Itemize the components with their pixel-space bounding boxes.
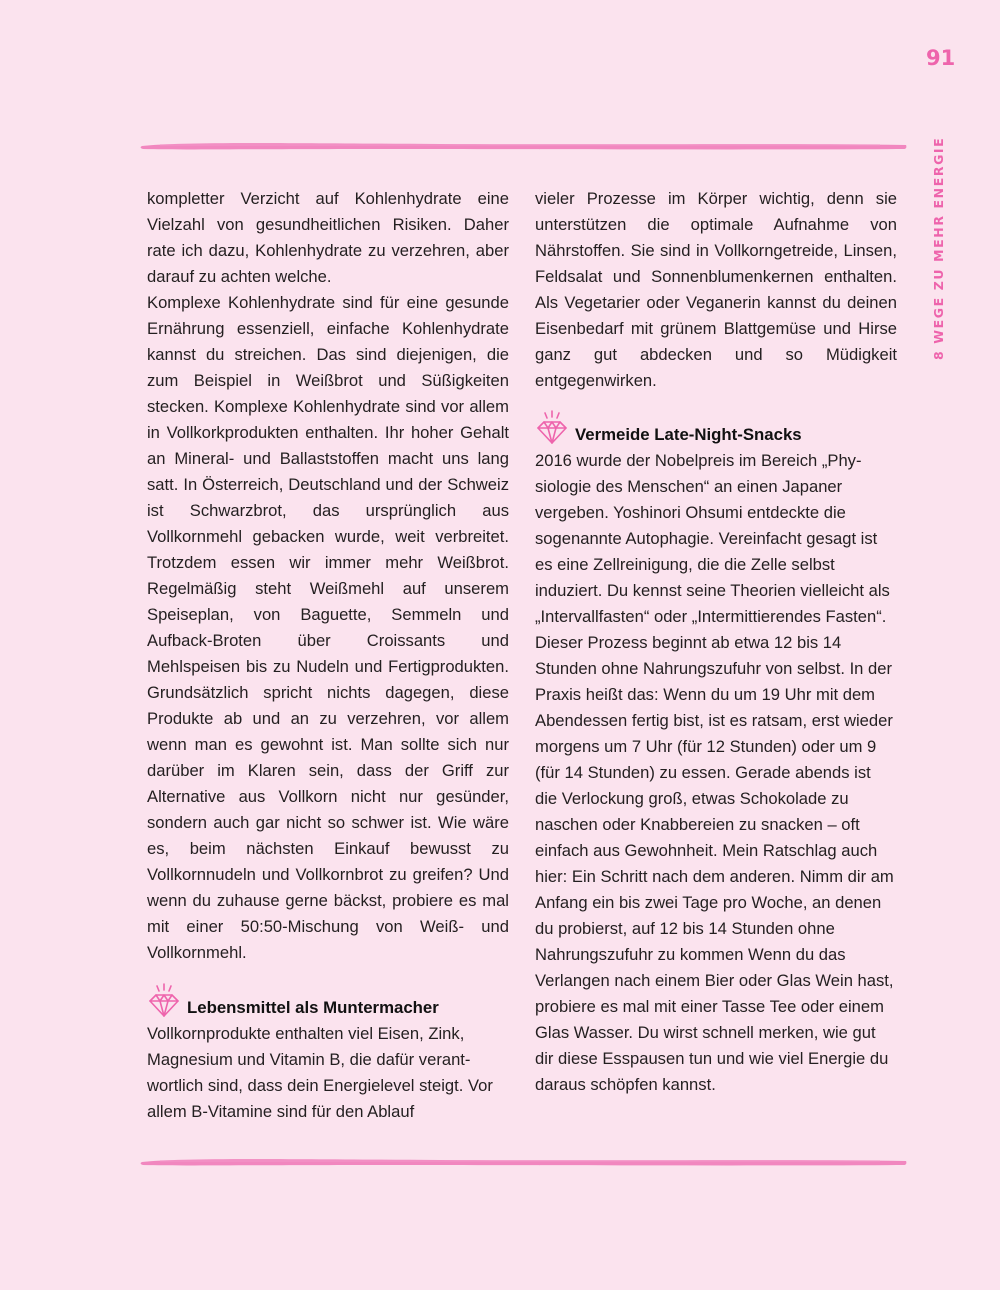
right-column <box>535 186 897 1098</box>
heading-text: Lebensmittel als Muntermacher <box>187 998 439 1017</box>
section-heading-late-night-snacks <box>535 410 897 448</box>
heading-text: Vermeide Late-Night-Snacks <box>575 425 802 444</box>
left-paragraph-1: kompletter Verzicht auf Kohlenhydrate eine Vielzahl von gesundheitlichen Risiken. Daher rate ich dazu, Kohlenhydrate zu verzehren, aber darauf zu achten welche. <box>147 189 509 286</box>
sparkling-diamond-icon <box>147 983 181 1019</box>
sparkling-diamond-icon <box>535 410 569 446</box>
bottom-brush-divider <box>140 1156 908 1168</box>
section-heading-muntermacher <box>147 983 509 1021</box>
left-paragraph-3: Vollkornprodukte enthalten viel Eisen, Zink, Magnesium und Vitamin B, die dafür verantwortlich sind, dass dein Energielevel steigt. Vor allem B-Vitamine sind für den Ablauf <box>147 1024 493 1121</box>
right-paragraph-1: vieler Prozesse im Körper wichtig, denn sie unterstützen die optimale Aufnahme von Nährstoffen. Sie sind in Vollkorngetreide, Linsen, Feldsalat und Sonnenblumenkernen enthalten. Als Vegetarier oder Veganerin kannst du deinen Eisenbedarf mit grünem Blattgemüse und Hirse ganz gut abdecken und so Müdigkeit entgegenwirken. <box>535 189 897 390</box>
top-brush-divider <box>140 140 908 152</box>
left-paragraph-2: Komplexe Kohlenhydrate sind für eine gesunde Ernährung essenziell, einfache Kohlenhydrate kannst du streichen. Das sind diejenigen, die zum Beispiel in Weißbrot und Süßigkeiten stecken. Komplexe Kohlenhydrate sind vor allem in Vollkorkprodukten enthalten. Ihr hoher Gehalt an Mineral- und Ballaststoffen macht uns lang satt. In Österreich, Deutschland und der Schweiz ist Schwarzbrot, das ursprünglich aus Vollkornmehl gebacken wurde, weit verbreitet. Trotzdem essen wir immer mehr Weißbrot. Regelmäßig steht Weißmehl auf unserem Speiseplan, von Baguette, Semmeln und Aufback-Broten über Croissants und Mehlspeisen bis zu Nudeln und Fertigprodukten. Grundsätzlich spricht nichts dagegen, diese Produkte ab und an zu verzehren, vor allem wenn man es gewohnt ist. Man sollte sich nur darüber im Klaren sein, dass der Griff zur Alternative aus Vollkorn nicht nur gesünder, sondern auch gar nicht so schwer ist. Wie wäre es, beim nächsten Einkauf bewusst zu Vollkornnudeln und Vollkornbrot zu greifen? Und wenn du zuhause gerne bäckst, probiere es mal mit einer 50:50-Mischung von Weiß- und Vollkornmehl. <box>147 293 509 962</box>
chapter-side-label: 8 WEGE ZU MEHR ENERGIE <box>931 136 946 360</box>
right-paragraph-2: 2016 wurde der Nobelpreis im Bereich „Physiologie des Menschen“ an einen Japaner vergeben. Yoshinori Ohsumi entdeckte die sogenannte Autophagie. Vereinfacht gesagt ist es eine Zellreinigung, die die Zelle selbst induziert. Du kennst seine Theorien vielleicht als „Intervallfasten“ oder „Intermittierendes Fasten“. Dieser Prozess beginnt ab etwa 12 bis 14 Stunden ohne Nahrungszufuhr von selbst. In der Praxis heißt das: Wenn du um 19 Uhr mit dem Abendessen fertig bist, ist es ratsam, erst wieder morgens um 7 Uhr (für 12 Stunden) oder um 9 (für 14 Stunden) zu essen. Gerade abends ist die Verlockung groß, etwas Schokolade zu naschen oder Knabbereien zu snacken – oft einfach aus Gewohnheit. Mein Ratschlag auch hier: Ein Schritt nach dem anderen. Nimm dir am Anfang ein bis zwei Tage pro Woche, an denen du probierst, auf 12 bis 14 Stunden ohne Nahrungszufuhr zu kommen Wenn du das Verlangen nach einem Bier oder Glas Wein hast, probiere es mal mit einer Tasse Tee oder einem Glas Wasser. Du wirst schnell merken, wie gut dir diese Esspausen tun und wie viel Energie du daraus schöpfen kannst. <box>535 451 894 1094</box>
page-number: 91 <box>926 46 956 70</box>
left-column <box>147 186 509 1125</box>
